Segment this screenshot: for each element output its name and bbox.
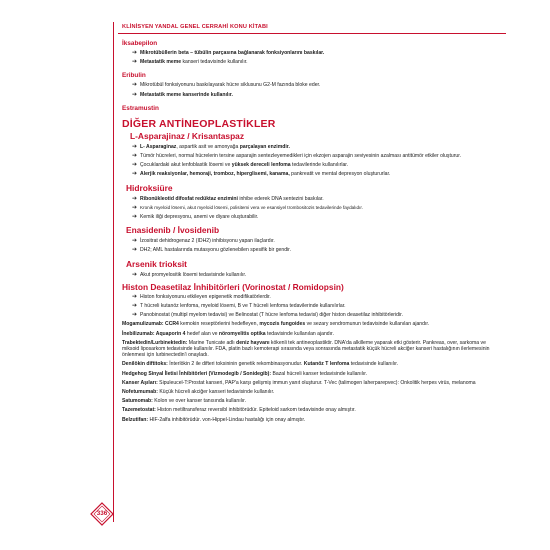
paragraph-nofetumumab: Nofetumumab: Küçük hücreli akciğer kanseri tedavisinde kullanılır. <box>122 389 275 396</box>
arrow-icon: ➔ <box>132 153 138 160</box>
list-item: ➔ Mikrotübül fonksiyonunu baskılayarak hücre siklusunu G2-M fazında bloke eder. <box>132 82 321 89</box>
running-header: KLİNİSYEN YANDAL GENEL CERRAHİ KONU KİTABI <box>122 24 268 30</box>
arrow-icon: ➔ <box>132 303 138 310</box>
heading-eribulin: Eribulin <box>122 72 146 80</box>
list-item: ➔ Akut promyelositik lösemi tedavisinde kullanılır. <box>132 271 247 278</box>
list-item: ➔ T hücreli kutanöz lenfoma, myeloid lösemi, B ve T hücreli lenfoma tedavilerinde kullanılırlar. <box>132 303 346 310</box>
list-item: ➔ DH2; AML hastalarında mutasyonu gözlenebilen spesifik bir gendir. <box>132 247 292 254</box>
heading-histon: Histon Deasetilaz İnhibitörleri (Vorinostat / Romidopsin) <box>122 281 344 292</box>
arrow-icon: ➔ <box>132 293 138 300</box>
list-item: ➔ Tümör hücreleri, normal hücrelerin tersine asparajin sentezleyemedikleri için ekzojen asparajin seviyesinin azalması antitümör etkiler oluşturur. <box>132 153 462 160</box>
arrow-icon: ➔ <box>132 214 138 221</box>
list-item: ➔ L- Asparaginaz, aspartik asit ve amonyağa parçalayan enzimdir. <box>132 143 290 150</box>
heading-asparajinaz: L-Asparajinaz / Krisantaspaz <box>130 130 245 141</box>
paragraph-mogamulizumab: Mogamulizumab: CCR4 kemokin reseptörlerini hedefleyen, mycozis fungoides ve sezary sendromunun tedavisinde kullanılan ajandır. <box>122 321 430 328</box>
arrow-icon: ➔ <box>132 50 138 56</box>
list-item: ➔ Kemik iliği depresyonu, anemi ve diyare oluşturabilir. <box>132 214 259 221</box>
header-rule <box>118 33 506 34</box>
arrow-icon: ➔ <box>132 91 138 98</box>
arrow-icon: ➔ <box>132 162 138 169</box>
heading-hidroksiure: Hidroksiüre <box>126 182 173 193</box>
arrow-icon: ➔ <box>132 171 138 178</box>
heading-arsenik: Arsenik trioksit <box>126 258 187 269</box>
list-item: ➔ Metastatik meme kanserinde kullanılır. <box>132 91 233 98</box>
list-item: ➔ Metastatik meme kanseri tedavisinde kullanılır. <box>132 59 248 66</box>
list-item: ➔ İzositrat dehidrogenaz 2 (IDH2) inhibisyonu yapan ilaçlardır. <box>132 238 275 245</box>
arrow-icon: ➔ <box>132 271 138 278</box>
list-item: ➔ Alerjik reaksiyonlar, hemoraji, tromboz, hiperglisemi, kanama, pankreatit ve mental depresyon oluştururlar. <box>132 171 391 178</box>
paragraph-tazemetostat: Tazemetostat: Histon metiltransferaz reversibl inhibitörüdür. Epiteloid sarkom tedavisinde onay almıştır. <box>122 407 356 414</box>
paragraph-denilokin: Denilökin diftitoks: İnterlökin 2 ile difteri toksininin genetik rekombinasyonudur. Kutanöz T lenfoma tedavisinde kullanılır. <box>122 361 399 368</box>
left-margin-rule <box>113 22 114 522</box>
paragraph-trabektedin: Trabektedin/Lurbinektedin: Marine Tunicate adlı deniz hayvanı kökenli tek antineoplastiktir. DNA'da alkilleme yaparak etki gösterir. Pankreas, over, sarkoma ve miksoid liposarkom tedavisinde kullanılır. FDA, platin bazlı kemoterapi sırasında veya sonrasında metastatik küçük hücreli akciğer kanseri hastalığının ilerlemesinin önlenmesi için lurbinectedin'i onayladı. <box>122 339 490 359</box>
paragraph-hedgehog: Hedgehog Sinyal İletisi İnhibitörleri (Vizmodegib / Sonidegib): Bazal hücreli kanser tedavisinde kullanılır. <box>122 370 368 377</box>
list-item: ➔ Mikrotübüllerin beta – tübülin parçasına bağlanarak fonksiyonlarını baskılar. <box>132 50 325 56</box>
paragraph-kanser-asilari: Kanser Aşıları: Sipuleucel-T:Prostat kanseri, PAP'a karşı gelişmiş immun yanıt oluşturur. T-Vec (talimogen laherparepvec): Onkolitik herpes virüs, melanoma <box>122 379 476 386</box>
list-item: ➔ Kronik myeloid lösemi, akut myeloid lösemi, polisitemi vera ve esansiyel trombositozis tedavilerinde faydalıdır. <box>132 204 363 211</box>
arrow-icon: ➔ <box>132 195 138 202</box>
arrow-icon: ➔ <box>132 59 138 66</box>
list-item: ➔ Panobinostat (multipl myelom tedavisi) ve Belinostat (T hücre lenfoma tedavisi) diğer histon deasetilaz inhibitörleridir. <box>132 312 403 319</box>
paragraph-belzutifan: Belzutifan: HIF-2alfa inhibitörüdür. von-Hippel-Lindau hastalığı için onay almıştır. <box>122 416 306 423</box>
heading-estramustin: Estramustin <box>122 104 159 112</box>
section-heading: DİĞER ANTİNEOPLASTİKLER <box>122 117 276 130</box>
page-number: 336 <box>96 510 108 517</box>
heading-enasidenib: Enasidenib / İvosidenib <box>126 225 220 236</box>
arrow-icon: ➔ <box>132 204 138 211</box>
list-item: ➔ Histon fonksiyonunu etkileyen epigenetik modifikatörlerdir. <box>132 293 271 300</box>
paragraph-inebilizumab: İnebilizumab: Aquaporin 4 hedef alan ve nöromyelitis optika tedavisinde kullanılan ajandır. <box>122 330 334 337</box>
heading-iksabepilon: İksabepilon <box>122 40 158 47</box>
arrow-icon: ➔ <box>132 82 138 89</box>
arrow-icon: ➔ <box>132 247 138 254</box>
paragraph-satumomab: Satumomab: Kolon ve over kanser tanısında kullanılır. <box>122 398 247 405</box>
list-item: ➔ Çocuklardaki akut lenfoblastik lösemi ve yüksek dereceli lenfoma tedavilerinde kullanılırlar. <box>132 162 349 169</box>
list-item: ➔ Ribonükleotid difosfat redüktaz enzimini inhibe ederek DNA sentezini baskılar. <box>132 195 324 202</box>
page-content <box>122 40 500 423</box>
arrow-icon: ➔ <box>132 312 138 319</box>
arrow-icon: ➔ <box>132 238 138 245</box>
arrow-icon: ➔ <box>132 143 138 150</box>
